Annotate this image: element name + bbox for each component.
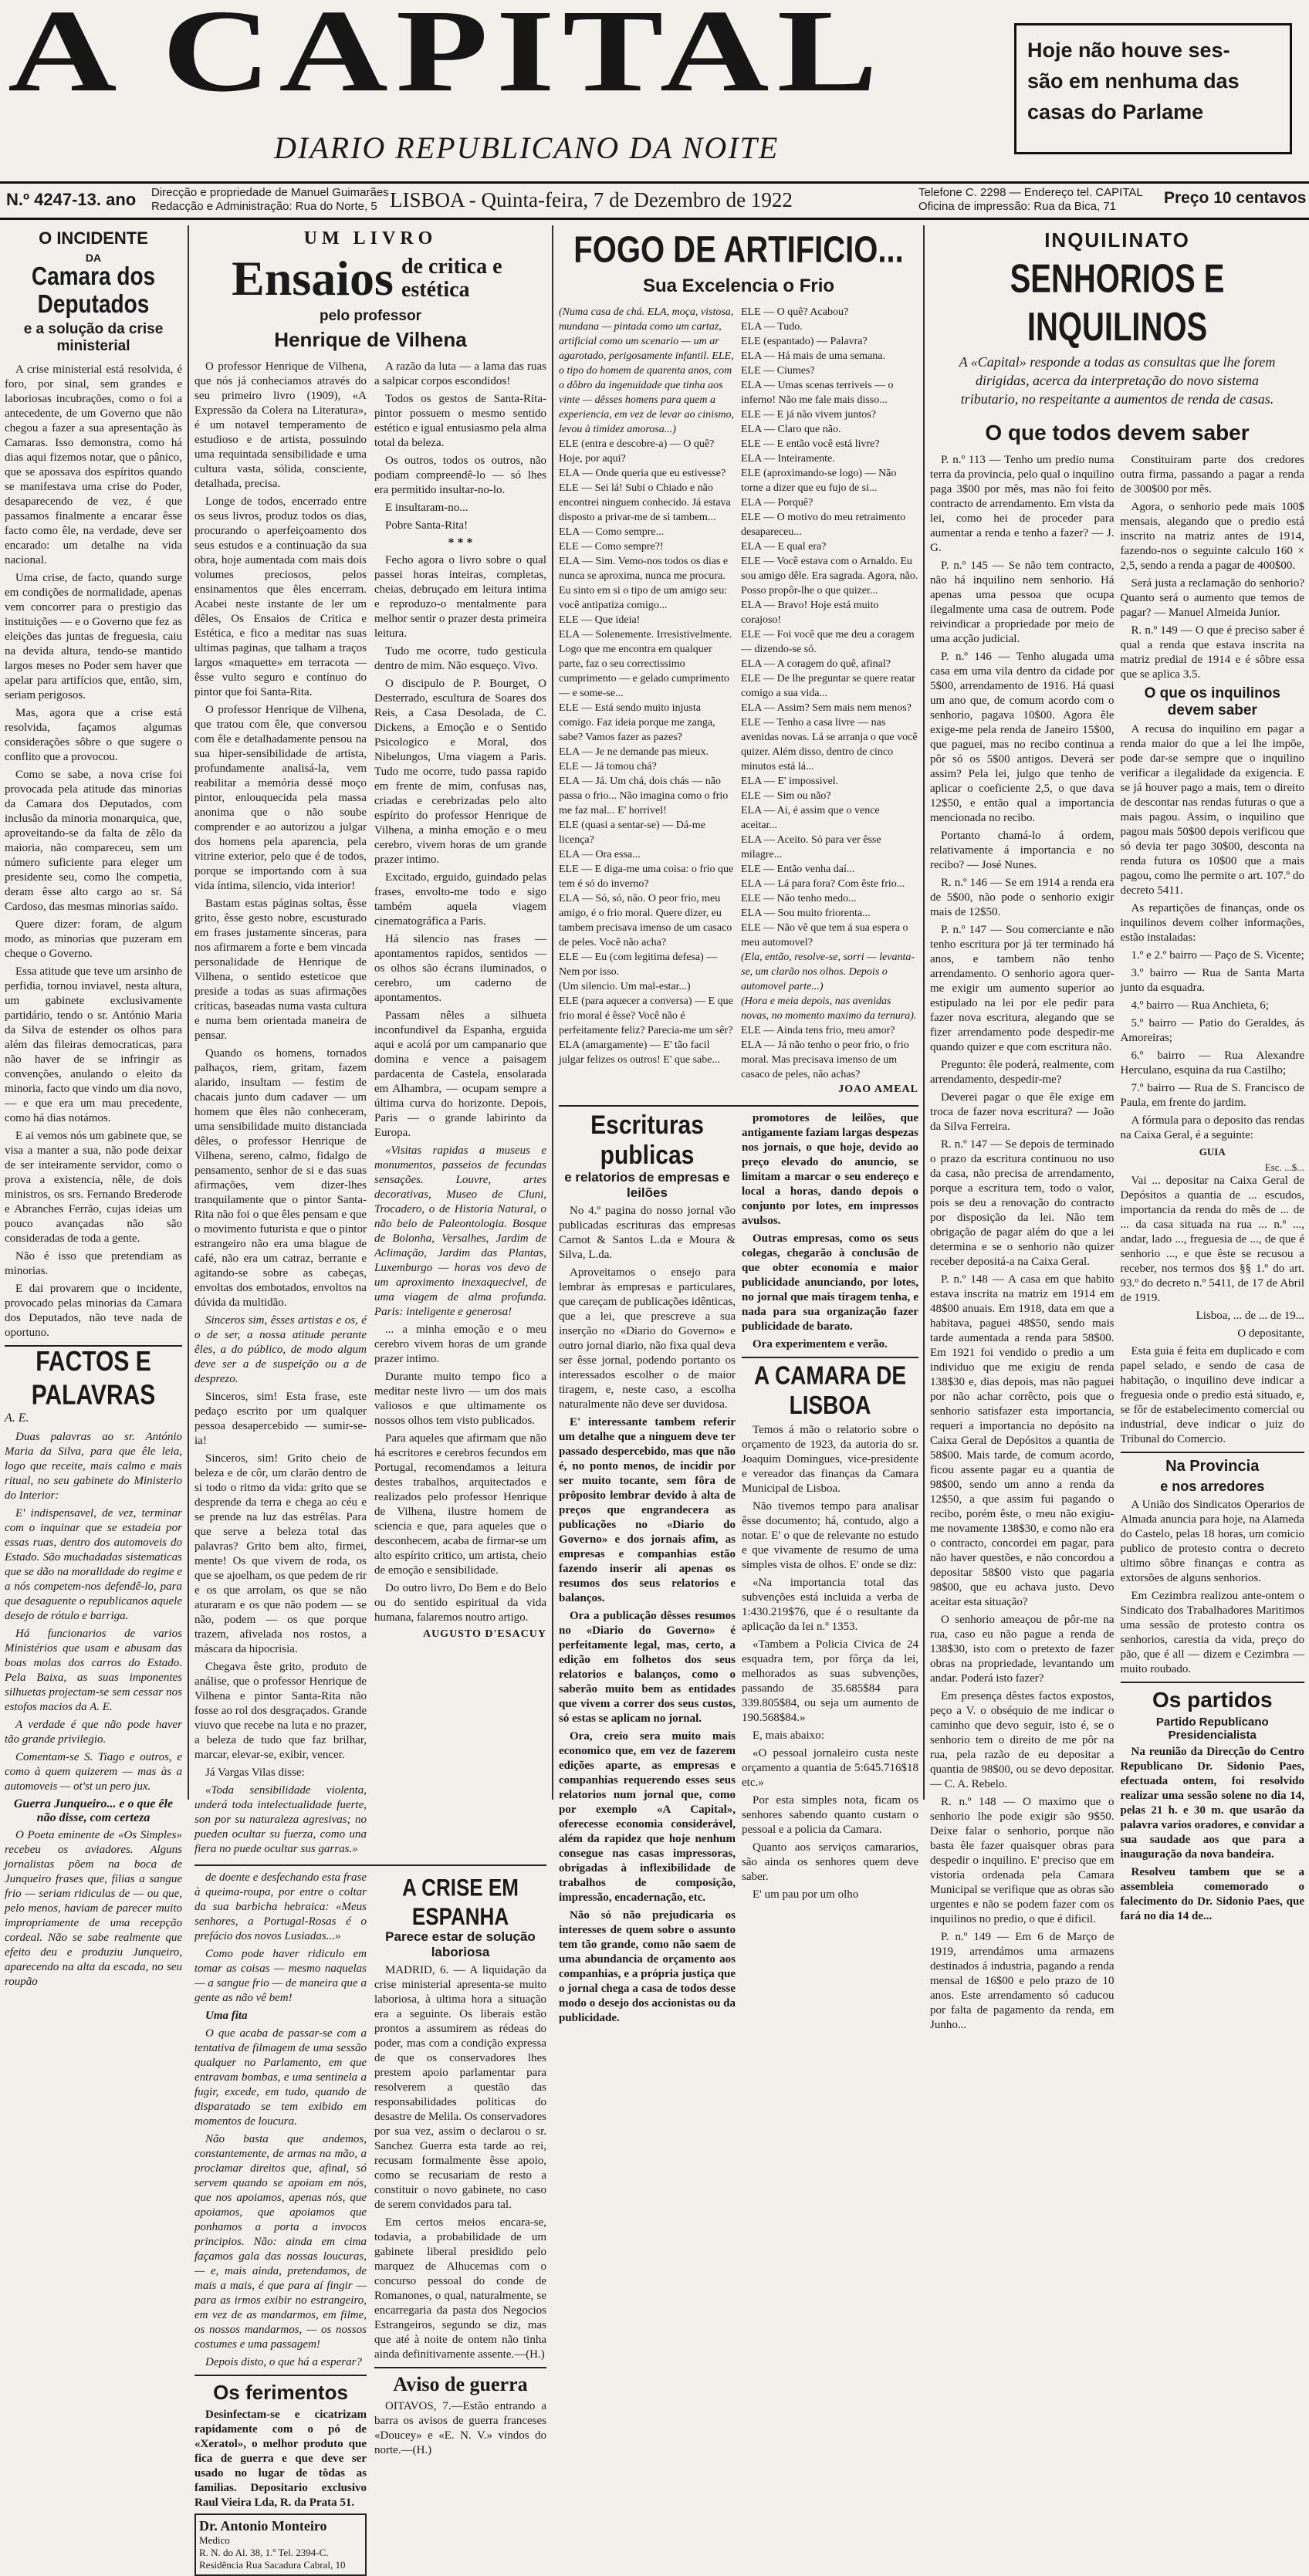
paragraph: Desinfectam-se e cicatrizam rapidamente com o pó de «Xeratol», o melhor produto que fica de guerra e que deve ser usado no lugar de tôdas as familias. Depositario exclusivo Raul Vieira Lda, R. da Prata 51. bbox=[194, 2409, 367, 2509]
dialogue-line: ELA — E qual era? bbox=[741, 541, 827, 553]
paragraph: P. n.º 147 — Sou comerciante e não tenho escritura por já ter terminado há anos, e tambem não tenho arrendamento. O senhorio agora quer-me exigir um aumento superior ao estipulado na lei por ele pedir para fazer nova escritura, alegando que se fizer arrendamento pode despedir-me quando quizer e que com escritura não. bbox=[930, 924, 1115, 1053]
dialogue-line: ELE — O quê? Acabou? bbox=[741, 306, 849, 318]
paragraph: ... a minha emoção e o meu cerebro vivem horas de um grande prazer intimo. bbox=[374, 1323, 546, 1365]
paragraph: Portanto chamá-lo á ordem, relativamente á importancia e no recibo? — José Nunes. bbox=[930, 830, 1115, 871]
dialogue-line: ELE — Sei lá! Subi o Chiado e não encontrei ninguem conhecido. Já estava disposto a privar-me de si tambem... bbox=[559, 482, 731, 523]
paragraph: No 4.º pagina do nosso jornal vão publicadas escrituras das empresas Carnot & Santos L.da e Moura & Silva, L.da. bbox=[559, 1205, 736, 1261]
qa-left bbox=[930, 453, 1115, 2036]
paragraph: P. n.º 145 — Se não tem contracto, não há inquilino nem senhorio. Há apenas uma pessoa que ocupa ilegalmente uma casa de outrem. Pode reivindicar a propriedade por meio de uma acção judicial. bbox=[930, 559, 1115, 645]
paragraph: Como pode haver ridiculo em tomar as coisas — mesmo naquelas — a sangue frio — de maneira que a gente as não vê bem! bbox=[194, 1948, 367, 2004]
paragraph: Não tivemos tempo para analisar êsse documento; há, contudo, algo a notar. E' o que de relevante no estudo e que vivamente de resumo de uma simples vista de olhos. E' onde se diz: bbox=[742, 1500, 918, 1571]
dialogue-line: ELE — Eu (com legitima defesa) — Nem por isso. bbox=[559, 952, 718, 978]
paragraph: Já Vargas Vilas disse: bbox=[205, 1766, 305, 1779]
paragraph: A recusa do inquilino em pagar a renda maior do que a lei lhe impõe, pode dar-se sempre que o inquilino verificar a ilegalidade da exigencia. E se já houver pago a mais, tem o direito de descontar nas rendas futuras o que a mais pagou. Assim, o inquilino que pagou mais 50$00 depois verificou que só devia ter pago 30$00, desconta na renda futura os 10$00 que a mais pagou, como lhe permite o art. 107.º do decreto 5411. bbox=[1120, 723, 1304, 897]
paragraph: R. n.º 147 — Se depois de terminado o prazo da escritura continuou no uso da casa, não precisa de arrendamento, porque a escritura tem, todo o valor, pois se deu a renovação do contracto por disposição da lei. Não tem obrigação de pagar além do que a lei determina e se o senhorio não quizer receber depositá-a na Caixa Geral. bbox=[930, 1138, 1115, 1268]
dialogue-line: ELA — Claro que não. bbox=[741, 424, 841, 435]
subheading: O que os inquilinos devem saber bbox=[1144, 685, 1280, 718]
paragraph: Na reunião da Direcção do Centro Republicano Dr. Sidonio Paes, efectuada ontem, foi resolvido realizar uma sessão solene no dia 14, pelas 21 h. e 30 m. que usarão da palavra varios oradores, e convidar a sua saudade aos que para a inauguração da nova bandeira. bbox=[1120, 1746, 1304, 1861]
dialogue-line: ELE — Sim ou não? bbox=[741, 790, 831, 802]
paragraph: Fecho agora o livro sobre o qual passei horas inteiras, completas, cheias, debruçado em leitura intima e reproduzo-o mentalmente para melhor sentir o prazer desta primeira leitura. bbox=[374, 554, 546, 640]
paragraph: Quanto aos serviços camararios, são ainda os senhores quem deve saber. bbox=[742, 1841, 918, 1883]
paragraph: Ora a publicação dêsses resumos no «Diario do Governo» é perfeitamente legal, mas, certo, a edição em folhetos dos seus relatorios e balanços, como o saberão muito bem as entidades que vivem a correr dos seus custos, só estas se aplicam no jornal. bbox=[559, 1610, 736, 1725]
paragraph: Em Cezimbra realizou ante-ontem o Sindicato dos Trabalhadores Maritimos uma sessão de protesto contra os senhorios, carestia da vida, preço do pão, que é all — dizem e Cezimbra — muito roubado. bbox=[1120, 1590, 1304, 1675]
paragraph: Ora experimentem e verão. bbox=[753, 1338, 888, 1351]
paragraph: Comentam-se S. Tiago e outros, e como à quem quizerem — mas às a automoveis — ot'st un pero jux. bbox=[5, 1751, 182, 1793]
article-column bbox=[374, 360, 546, 1860]
dialogue-line: ELE — Já tomou chá? bbox=[559, 761, 657, 772]
section-divider bbox=[742, 1357, 918, 1358]
dialogue-line: ELA — Sim. Vemo-nos todos os dias e nunca se aproxima, nunca me procura. Eu sinto em si o tipo de um amigo seu: você antipatiza comigo... bbox=[559, 556, 729, 611]
dialogue-line: ELE — Tenho a casa livre — nas avenidas novas. Lá se arranja o que você quizer. Além disso, dentro de cinco minutos está lá... bbox=[741, 717, 918, 772]
dialogue-line: ELE — E então você está livre? bbox=[741, 438, 880, 450]
paragraph: Durante muito tempo fico a meditar neste livro — um dos mais valiosos e que ultimamente os nossos olhos tem visto publicados. bbox=[374, 1371, 546, 1427]
dialogue-line: ELA (amargamente) — E' tão facil julgar felizes os outros! E' que sabe... bbox=[559, 1040, 720, 1066]
direction-line-1: Direcção e propriedade de Manuel Guimarães bbox=[151, 186, 389, 199]
dialogue-line: ELA — Bravo! Hoje está muito corajoso! bbox=[741, 600, 879, 626]
paragraph: MADRID, 6. — A liquidação da crise ministerial apresenta-se muito laboriosa, à ultima hora a situação era a seguinte. Os liberais estão prontos a assumirem as rédeas do poder, mas com a condição expressa de que os conservadores lhes prestem apoio parlamentar para resolverem a questão das responsabilidades politicas do desastre de Melila. Os conservadores por sua vez, assim o declarou o sr. Sanchez Guerra esta tarde ao rei, recusam formalmente êsse apoio, como se recusariam de resto a constituir o novo gabinete, no caso de serem convidados para tal. bbox=[374, 1964, 546, 2211]
paragraph: Outras empresas, como os seus colegas, chegarão à conclusão de que obter economia e maior publicidade anunciando, por lotes, no jornal que mais tiragem tenha, e nada para sua organização fazer publicidade de barato. bbox=[742, 1232, 918, 1333]
dialogue-line: ELA — Já não tenho o peor frio, o frio moral. Mas precisava imenso de um casaco de peles, não achas? bbox=[741, 1040, 909, 1080]
paragraph: Depois disto, o que há a esperar? bbox=[205, 2356, 362, 2368]
paragraph: Sinceros, sim! Esta frase, este pedaço escrito por um qualquer pessoa desapercebido — sumir-se-ia! bbox=[194, 1391, 367, 1447]
dialogue-line: ELE — Então venha daí... bbox=[741, 864, 855, 875]
paragraph: O professor Henrique de Vilhena, que tratou com êle, que conversou com êle e detalhadamente pensou na sua hiper-sensibilidade de artista, profundamente analisá-la, vem reabilitar a memória dessé moço pintor, enlouquecida pela massa anonima que o não soube comprender e ao autorizou a julgar dos homens pela aparencia, pela vitrine exterior, pelo que é de todos, porque se importando com à sua vida íntima, silencio, vida interior! bbox=[194, 704, 367, 892]
issue-number: N.º 4247-13. ano bbox=[6, 190, 137, 209]
dialogue-line: ELA — E' impossivel. bbox=[741, 776, 839, 787]
paragraph: Todos os gestos de Santa-Rita-pintor possuem o mesmo sentido estético e igual entusiasmo pela alma total da beleza. bbox=[374, 393, 546, 449]
parliament-notice-box bbox=[1014, 23, 1292, 154]
byline-intro: pelo professor bbox=[320, 308, 421, 324]
paragraph: Passam nêles a silhueta inconfundivel da Espanha, erguida aqui e acolá por um campanario que domina e vence a paisagem pardacenta de Castela, ensolarada em Alhambra, — ocupam sempre a última curva do horizonte. Depois, Paris — o grande labirinto da Europa. bbox=[374, 1009, 546, 1139]
section-divider bbox=[374, 2367, 546, 2368]
headline-side: de critica e estética bbox=[401, 255, 502, 302]
dialogue-right bbox=[741, 305, 918, 1100]
paragraph: O Poeta eminente de «Os Simples» recebeu os aviadores. Alguns jornalistas põem na boca de Junqueiro frases que, filias a sangue frio — seriam ridiculas de — ou que, pelo menos, haviam de parecer muito impropriamente de uma recepção cordeal. Não se sabe realmente que efeito deu e produziu Junqueiro, aparecendo na alta da escada, no seu roupão bbox=[5, 1829, 182, 1988]
section-headline: A CAMARA DE LISBOA bbox=[753, 1361, 907, 1420]
form-signature: O depositante, bbox=[1237, 1327, 1304, 1340]
dialogue-line: ELE (para aquecer a conversa) — E que frio moral é êsse? Você não é perfeitamente feliz? Parecia-me um sêr? bbox=[559, 996, 733, 1036]
paragraph: Ora, creio sera muito mais economico que, em vez de fazerem edições aparte, as empresas e companhias requerendo esses seus relatorios num jornal que, como por exemplo «A Capital», oferecesse economia considerável, além da rapidez que hoje nenhum consegue nas casas impressoras, obrigadas à inflexibilidade de trabalhos de composição, impressão, encadernação, etc. bbox=[559, 1730, 736, 1904]
headline-block bbox=[194, 251, 546, 306]
paragraph: Não é isso que pretendiam as minorias. bbox=[5, 1250, 182, 1277]
section-headline: Na Provincia bbox=[1165, 1458, 1260, 1475]
dialogue-line: ELE — Que ideia! bbox=[559, 614, 641, 626]
advert-name: Dr. Antonio Monteiro bbox=[199, 2518, 327, 2534]
paragraph: Esta guia é feita em duplicado e com papel selado, e sendo de casa de habitação, o inquilino deve indicar a freguesia onde o predio está situado, e, se fôr de estabelecimento comercial ou industrial, deve indicar o juiz do Tribunal do Comercio. bbox=[1120, 1345, 1304, 1445]
section-headline: Escrituras publicas bbox=[590, 1110, 704, 1170]
section-divider bbox=[559, 1105, 918, 1107]
section-headline: Os partidos bbox=[1152, 1688, 1273, 1712]
paragraph: Sinceros sim, êsses artistas e os, é o de ser, a nossa atitude perante êles, a do público, de modo algum deve ser a de suspeição ou a de desprezo. bbox=[194, 1314, 367, 1385]
dialogue-line: ELE — Não tenho medo... bbox=[741, 893, 857, 904]
dialogue-left bbox=[559, 305, 736, 1100]
deck: e a solução da crise ministerial bbox=[23, 321, 164, 354]
paragraph: Pregunto: êle poderá, realmente, com arrendamento, despedir-me? bbox=[930, 1059, 1115, 1086]
section-divider bbox=[194, 2375, 367, 2376]
info-bar bbox=[0, 181, 1309, 220]
form-amount: Esc. ...$... bbox=[1264, 1161, 1304, 1173]
stage-direction: (Numa casa de chá. ELA, moça, vistosa, mundana — pintada como um cartaz, artificial como um scenario — um ar agarotado, perigosamente infantil. ELE, o tipo do homem de quarenta anos, com o dôbro da ingenuidade que tinha aos vinte — dêsses homens para quem a experiencia, em vez de levar ao cinismo, levou à timidez amorosa...) bbox=[559, 306, 735, 435]
paragraph: A crise ministerial está resolvida, é foro, por sinal, sem grandes e laboriosas incubrações, como o foi a antecedente, de um Governo que não chegou a fazer a sua apresentação às Camaras. Isso demonstra, como há dias aqui fizemos notar, que o pânico, que se apossava dos espíritos quando se manifestava uma crise do Poder, desaparecendo de vez, é que passamos finalmente a encarar êsse facto como êle, na verdade, deve ser encarado: um detalhe na vida nacional. bbox=[5, 363, 182, 566]
headline: Ensaios bbox=[232, 251, 394, 306]
paragraph: Para aqueles que afirmam que não há escritores e cerebros fecundos em Portugal, recomendamos a leitura destes trabalhos, arquitectados e realizados pelo professor Henrique de Vilhena, ilustre homem de sciencia e que, para aqueles que o desconhecem, acaba de firmar-se um alto espírito critico, um artista, cheio de emoção e sensibilidade. bbox=[374, 1432, 546, 1577]
direction-line-2: Redacção e Administração: Rua do Norte, 5 bbox=[151, 200, 377, 213]
paragraph: 3.º bairro — Rua de Santa Marta junto da esquadra. bbox=[1120, 967, 1304, 994]
paragraph: Excitado, erguido, guindado pelas frases, envolto-me todo e sigo também aquela viagem cinematográfica a Paris. bbox=[374, 871, 546, 928]
paragraph: Em certos meios encara-se, todavia, a probabilidade de um gabinete liberal presidido pelo marquez de Alhucemas com o concurso pessoal do conde de Romanones, o qual, naturalmente, se encarregaria da pasta dos Negocios Estrangeiros, segundo se diz, mas que até à noite de ontem não tinha ainda definitivamente assente.—(H.) bbox=[374, 2216, 546, 2361]
dialogue-line: ELA — Umas scenas terriveis — o inferno! Não me fale mais disso... bbox=[741, 380, 894, 406]
dialogue-line: ELA — A coragem do quê, afinal? bbox=[741, 658, 891, 670]
paragraph: Tudo me ocorre, tudo gesticula dentro de mim. Não esqueço. Vivo. bbox=[374, 645, 546, 672]
paragraph: A fórmula para o deposito das rendas na Caixa Geral, é a seguinte: bbox=[1120, 1114, 1304, 1141]
column-fogo-de-artificio bbox=[559, 225, 918, 2024]
subheadline: O que todos devem saber bbox=[985, 421, 1250, 445]
dialogue-line: ELA — Porquê? bbox=[741, 497, 813, 509]
lower-left bbox=[559, 1111, 736, 2029]
dateline: LISBOA - Quinta-feira, 7 de Dezembro de 1922 bbox=[390, 188, 793, 211]
paragraph: A União dos Sindicatos Operarios de Almada anuncia para hoje, na Alameda do Castelo, pelas 18 horas, um comicio publico de protesto contra o decreto ultimo sôbre finanças e contra as extorsões de alguns senhorios. bbox=[1120, 1499, 1304, 1584]
stage-direction: (Hora e meia depois, nas avenidas novas, no momento maximo da ternura). bbox=[741, 996, 917, 1022]
qa-right bbox=[1121, 453, 1305, 2036]
paragraph: O que acaba de passar-se com a tentativa de filmagem de uma sessão qualquer no Parlamento, em que entravam bombas, e uma sentinela a fugir, excede, em tudo, quando de disparatado se tem exibido em momentos de loucura. bbox=[194, 2027, 367, 2128]
stage-direction: (Ela, então, resolve-se, sorri — levanta-se, um clarão nos olhos. Depois o automovel parte...) bbox=[741, 952, 915, 992]
headline: SENHORIOS E INQUILINOS bbox=[1010, 257, 1225, 350]
dialogue-line: ELE — Está sendo muito injusta comigo. Faz ideia porque me zanga, sabe? Vamos fazer as pazes? bbox=[559, 702, 715, 743]
paragraph: «O pessoal jornaleiro custa neste orçamento a quantia de 5:645.716$18 etc.» bbox=[742, 1747, 918, 1789]
headline: Camara dos Deputados bbox=[31, 261, 156, 318]
column-rule bbox=[923, 225, 925, 1800]
dialogue-line: ELE (quasi a sentar-se) — Dá-me licença? bbox=[559, 820, 705, 846]
newspaper-subtitle: DIARIO REPUBLICANO DA NOITE bbox=[274, 130, 780, 165]
paragraph: Duas palavras ao sr. António Maria da Silva, para que êle leia, logo que receite, mais calmo e mais ritual, no seu gabinete do Ministerio do Interior: bbox=[5, 1431, 182, 1502]
dialogue-line: ELA — Tudo. bbox=[741, 321, 803, 333]
doctor-advert bbox=[194, 2513, 367, 2576]
headline: FOGO DE ARTIFICIO... bbox=[573, 229, 904, 271]
kicker: O INCIDENTE bbox=[39, 228, 148, 248]
price: Preço 10 centavos bbox=[1164, 189, 1307, 207]
paragraph: Em presença dêstes factos expostos, peço a V. o obséquio de me indicar o caminho que devo seguir, isto é, se o senhorio tem o direito de me pôr na rua, pela razão de eu depositar a quantia de 98$00, ou se devo depositar. — C. A. Rebelo. bbox=[930, 1690, 1115, 1790]
paragraph: OITAVOS, 7.—Estão entrando a barra os avisos de guerra franceses «Doucey» e «E. N. V.» vindos do norte.—(H.) bbox=[374, 2400, 546, 2456]
dialogue-line: ELA — Já. Um chá, dois chás — não passa o frio... Não imagina como o frio me faz mal... E' horrivel! bbox=[559, 776, 729, 816]
paragraph: Temos á mão o relatorio sobre o orçamento de 1923, da autoria do sr. Joaquim Domingues, vice-presidente e vereador das finanças da Camara Municipal de Lisboa. bbox=[742, 1424, 918, 1495]
paragraph: Essa atitude que teve um arsinho de perfidia, tornou inviavel, nesta altura, um gabinete exclusivamente partidário, tendo o sr. António Maria da Silva de estender os olhos para além das fileiras democraticas, para não haver de se infringir as convenções, anulando o eleito da minoria, facto que vindo um dia novo, — e que era um mau precedente, como há dias notámos. bbox=[5, 965, 182, 1124]
paragraph: Chegava êste grito, produto de análise, que o professor Henrique de Vilhena e pintor Santa-Rita não fosse ao rol dos desgraçados. Grande viuvo que recebe na luta e no prazer, a beleza de tudo que faz brilhar, marcar, elevar-se, exibir, vencer. bbox=[194, 1661, 367, 1761]
paragraph: Uma crise, de facto, quando surge em condições de normalidade, apenas vem concorrer para o prestigio das instituições — e o Governo que fez as eleições das juntas de freguesia, caiu na devida altura, tendo-se mantido largos meses no Poder sem haver que apelar para artifícios que, então, sim, seriam perigosos. bbox=[5, 572, 182, 701]
advert-address: R. N. do Al. 38, 1.º Tel. 2394-C. Residência Rua Sacadura Cabral, 10 bbox=[199, 2547, 346, 2571]
lower-section bbox=[559, 1111, 918, 2029]
form-date: Lisboa, ... de ... de 19... bbox=[1196, 1310, 1304, 1322]
dialogue-line: ELA — Ai, é assim que o vence aceitar... bbox=[741, 805, 880, 831]
section-divider bbox=[194, 1864, 546, 1866]
signature: JOAO AMEAL bbox=[838, 1083, 918, 1095]
paragraph: «Tambem a Policia Civica de 24 esquadra tem, por fôrça da lei, melhorados as suas subvenções, passando de 35.685$84 para 339.805$84, ou seja um aumento de 190.568$84.» bbox=[742, 1638, 918, 1724]
dialogue-line: ELA — Sou muito friorenta... bbox=[741, 908, 871, 919]
paragraph: Deverei pagar o que êle exige em troca de fazer nova escritura? — João da Silva Ferreira. bbox=[930, 1091, 1115, 1133]
column-book-review bbox=[194, 225, 546, 2571]
paragraph: E' interessante tambem referir um detalhe que a ninguem deve ter passado despercebido, mas que não é, no ponto menos, de incidir por ser muito tocante, sem fôra de prôposito lembrar devido à alta de preços que engrandecera as publicações no «Diario do Governo» e dos jornais afim, as empresas e companhias estão fazendo inserir ali apenas os resumos dos seus relatorios e balanços. bbox=[559, 1416, 736, 1604]
article-body bbox=[194, 360, 546, 1860]
section-headline: Aviso de guerra bbox=[393, 2373, 528, 2395]
dialogue-line: ELA — Há mais de uma semana. bbox=[741, 350, 886, 362]
dialogue-line: ELA — Como sempre... bbox=[559, 526, 665, 538]
dialogue-line: ELE — Você estava com o Arnaldo. Eu sou amigo dêle. Era sagrada. Agora, não. Posso propôr-lhe o que quizer... bbox=[741, 556, 918, 597]
dialogue-body bbox=[559, 305, 918, 1100]
dialogue-line: (Um silencio. Um mal-estar...) bbox=[559, 981, 691, 992]
paragraph: E' um pau por um olho bbox=[753, 1888, 859, 1901]
dialogue-line: ELE — Ciumes? bbox=[741, 365, 815, 377]
paragraph: A razão da luta — a lama das ruas a salpicar corpos escondidos! bbox=[374, 360, 546, 387]
paragraph: O discipulo de P. Bourget, O Desterrado, escultura de Soares dos Reis, a Casa Desolada, de C. Dickens, a Emoção e o Sentido Psicologico e Moral, dos Nibelungos, Uma viagem a Paris. Tudo me ocorre, tudo passa rapido em frente de mim, confusas nas, criadas e cerebrizadas pelo alto espírito do professor Henrique de Vilhena, a minha emoção e o meu cerebro, vivem horas de um grande prazer intimo. bbox=[374, 678, 546, 866]
paragraph: Quando os homens, tornados palhaços, riem, gritam, fazem alarido, insultam — festim de chacais junto dum cadaver — um homem que êles não conheceram, uma sensibilidade muito distanciada dêles, o professor Henrique de Vilhena, sereno, calmo, fidalgo de pensamento, senhor de si e das suas afirmações, vem dizer-lhes tranquilamente que o pintor Santa-Rita não foi o que êles pensam e que o movimento futurista e que o pintor estrangeiro não era uma blague de café, não era um catraz, berrante e agitando-se sobre as cabeças, envoltas dos embotados, envoltos na dúvida da multidão. bbox=[194, 1047, 367, 1309]
paragraph: Há silencio nas frases — apontamentos rapidos, sentidos — os olhos são écrans iluminados, o cerebro, um caderno de apontamentos. bbox=[374, 933, 546, 1004]
paragraph: E insultaram-no... bbox=[385, 502, 468, 514]
dialogue-line: ELE (espantado) — Palavra? bbox=[741, 336, 868, 347]
paragraph: promotores de leilões, que antigamente faziam largas despezas nos jornais, o que hoje, devido ao preço elevado do anuncio, se limitam a marcar o seu endereço e local a horas, dando depois o conjunto por lotes, em impressos avulsos. bbox=[742, 1112, 918, 1227]
paragraph: Sinceros, sim! Grito cheio de beleza e de côr, um clarão dentro de si todo o ritmo da vida: grito que se desprende da terra e chega ao céu e se prende na luz das estrêlas. Para que serve a beleza total das palavras? Grito bem alto, firmei, mente! Os que vivem de roda, os que se ajoelham, os que pedem de rir e os que arrolam, os que se não aturaram e os que não podem — se não, podem — os que porque trazem, afivelada nos rostos, a máscara da hipocrisia. bbox=[194, 1452, 367, 1655]
dialogue-line: ELA — Assim? Sem mais nem menos? bbox=[741, 702, 912, 714]
intro: A «Capital» responde a todas as consultas que lhe forem dirigidas, acerca da interpretação do novo sistema tributario, no respeitante a aumentos de renda de casas. bbox=[959, 354, 1276, 407]
paragraph: Agora, o senhorio pede mais 100$ mensais, alegando que o predio está inscrito na matriz antes de 1914, fazendo-nos o seguinte calculo 160 × 2,5, sendo a renda a pagar de 400$00. bbox=[1120, 501, 1304, 572]
paragraph: Do outro livro, Do Bem e do Belo ou do sentido espiritual da vida humana, falaremos noutro artigo. bbox=[374, 1582, 546, 1624]
form-title: GUIA bbox=[1199, 1146, 1226, 1158]
paragraph: «Toda sensibilidade violenta, underá toda intelectualidade fuerte, son por su naturaleza agresivas; no pueden ocultar su fuerza, como una fiera no puede ocultar sus garras.» bbox=[194, 1784, 367, 1855]
paragraph: O senhorio ameaçou de pôr-me na rua, caso eu não pague a renda de 138$30, isto com o pretexto de fazer obras na propriedade, levantando um andar. Poderá isto fazer? bbox=[930, 1614, 1115, 1685]
paragraph: Bastam estas páginas soltas, êsse grito, êsse gesto nobre, escusturado em frases justamente sinceras, para nos afirmarem a forte e bem vincada personalidade de Henrique de Vilhena, o sentido esteticoe que preside a todas as suas afirmações críticas, baseadas numa vasta cultura e numa bem orientada maneira de pensar. bbox=[194, 898, 367, 1042]
dialogue-line: ELE (aproximando-se logo) — Não torne a dizer que eu fujo de si... bbox=[741, 468, 897, 494]
dialogue-line: ELE — Não vê que tem á sua espera o meu automovel? bbox=[741, 922, 908, 948]
section-divider bbox=[1121, 1682, 1305, 1683]
paragraph: Como se sabe, a nova crise foi provocada pela atitude das minorias da Camara dos Deputados, com inclusão da minoria monarquica, que, aproveitando-se da falta de zêlo da maioria, não compareceu, sem um número suficiente para eleger um presidente seu, como lhe competia, deram êsse alto cargo ao sr. Sá Cardoso, das mesmas minorias saído. bbox=[5, 769, 182, 913]
paragraph: Será justa a reclamação do senhorio? Quanto será o aumento que temos de pagar? — Manuel Almeida Junior. bbox=[1120, 577, 1304, 619]
paragraph: Não basta que andemos, constantemente, de armas na mão, a proclamar direitos que, afinal, só servem quando se apoiam em nós, que nos apoiamos, apenas nós, que apoiamos, que apoiamos que ponhamos a porta a invocos principios. Não: ainda em cima façamos gala das nossas loucuras, — e, mais ainda, pretendamos, de mais a mais, é que para aí fingir — para as irmos exibir no estrangeiro, em vez de as mandarmos, em filme, os nossos mandarmos, — os nossos costumes e uma passagem! bbox=[194, 2133, 367, 2351]
dialogue-line: ELA — Je ne demande pas mieux. bbox=[559, 746, 709, 758]
kicker: INQUILINATO bbox=[1044, 228, 1190, 252]
paragraph: Resolveu tambem que se a assembleia comemorado o falecimento do Dr. Sidonio Paes, que fará no dia 14 de... bbox=[1120, 1866, 1304, 1922]
paragraph: O professor Henrique de Vilhena, que nós já conheciamos através do seu primeiro livro (1909), «A Expressão da Colera na Literatura», é um notavel temperamento de estudioso e de artista, possuindo uma requintada sensibilidade e uma cultura vasta, sólida, consciente, detalhada, precisa. bbox=[194, 360, 367, 490]
paragraph: 4.º bairro — Rua Anchieta, 6; bbox=[1131, 999, 1269, 1012]
section-divider bbox=[1121, 1452, 1305, 1453]
paragraph: E' indispensavel, de vez, terminar com o inquinar que se estadeia por essas ruas, dentro dos automoveis do Estado. São muchadadas sistematicas que se dão na moralidade do regime e a nós competem-nos defendê-lo, para que desaguente o republicanos aquele desejo de rótulo e barriga. bbox=[5, 1507, 182, 1622]
paragraph: 7.º bairro — Rua de S. Francisco de Paula, em frente do jardim. bbox=[1120, 1082, 1304, 1109]
advert-title: Medico bbox=[199, 2534, 230, 2546]
paragraph: R. n.º 149 — O que é preciso saber é qual a renda que estava inscrita na matriz predial de 1914 e é sôbre essa que se aplica 3.5. bbox=[1120, 624, 1304, 681]
column-inquilinato bbox=[930, 225, 1304, 2031]
dialogue-line: ELE — E já não vivem juntos? bbox=[741, 409, 876, 421]
paragraph: P. n.º 149 — Em 6 de Março de 1919, arrendámos uma armazens destinados á industria, pagando a renda mensal de 16$00 e pelo prazo de 10 anos. Este arrendamento só caducou por falta de pagamento da renda, em Junho... bbox=[930, 1931, 1115, 2031]
paragraph: E, mais abaixo: bbox=[753, 1729, 824, 1742]
paragraph: Mas, agora que a crise está resolvida, façamos algumas considerações sôbre o que sugere o conflito que a provocou. bbox=[5, 707, 182, 763]
qa-body bbox=[930, 453, 1304, 2036]
kicker: UM LIVRO bbox=[303, 228, 438, 248]
lower-left bbox=[194, 1871, 367, 2576]
paragraph: Longe de todos, encerrado entre os seus livros, produz todos os dias, procurando o aperfeiçoamento dos seus estudos e a continuação da sua obra, hoje aumentada com mais dois volumes preciosos, pelos ensinamentos que êles encerram. Acabei neste instante de ler um dêles, Os Ensaios de Critica e Estética, e fico a meditar nas suas ultimas paginas, que talham a traços largos «maquette» em terracota — êsse vulto seguro e contínuo do pintor que foi Santa-Rita. bbox=[194, 495, 367, 698]
paragraph: 1.º e 2.º bairro — Paço de S. Vicente; bbox=[1131, 949, 1304, 962]
dialogue-line: ELE — Como sempre?! bbox=[559, 541, 664, 553]
paragraph: Pobre Santa-Rita! bbox=[385, 519, 468, 532]
paragraph: Por esta simples nota, ficam os senhores sabendo quanto custam o pessoal e a policia da Camara. bbox=[742, 1794, 918, 1836]
subheadline: Sua Excelencia o Frio bbox=[642, 276, 835, 296]
notice-line: Hoje não houve ses- bbox=[1027, 39, 1230, 62]
printing-line: Oficina de impressão: Rua da Bica, 71 bbox=[918, 200, 1116, 213]
paragraph: Há funcionarios de varios Ministérios que usam e abusam das boas molas dos carros do Estado. Pela Baixa, as suas imponentes silhuetas projectam-se sem cessar nos estofos macios da A. E. bbox=[5, 1628, 182, 1713]
paragraph: Vai ... depositar na Caixa Geral de Depósitos a quantia de ... escudos, importancia da renda do mês de ... de ... da casa situada na rua ... n.º ..., andar, lado ..., freguesia de ..., de que é senhorio ..., e que êste se recusou a receber, nos termos dos §§ 1.º do art. 93.º do decreto n.º 5411, de 17 de Abril de 1919. bbox=[1120, 1175, 1304, 1304]
notice-line: são em nenhuma das bbox=[1027, 69, 1240, 93]
column-rule bbox=[552, 225, 553, 1800]
dialogue-line: ELA — Aceito. Só para ver êsse milagre... bbox=[741, 834, 881, 860]
paragraph: de doente e desfechando esta frase à queima-roupa, por entre o coltar da sua barbicha hebraica: «Meus senhores, a Portugal-Rosas é o prefácio dos novos Lusiadas...» bbox=[194, 1871, 367, 1942]
lower-right bbox=[742, 1111, 918, 2029]
paragraph: 6.º bairro — Rua Alexandre Herculano, esquina da rua Castilho; bbox=[1120, 1050, 1304, 1077]
paragraph: «Visitas rapidas a museus e monumentos, passeios de fecundas sensações. Louvre, artes decorativas, Museo de Cluni, Trocadero, o de Historia Natural, o não belo de Paleontologia. Bosque de Bolonha, Versalhes, Jardim de Aclimação, Jardim das Plantas, Luxemburgo — horas vos devo de um aproximento inexaquecivel, de uma viagem de alma profunda. Paris: inteligente e generosa! bbox=[374, 1144, 546, 1318]
byline-name: Henrique de Vilhena bbox=[274, 328, 467, 351]
subheading: Uma fita bbox=[205, 2010, 248, 2022]
column-rule bbox=[188, 225, 189, 1800]
lower-section bbox=[194, 1871, 546, 2576]
paragraph: A verdade é que não pode haver tão grande privilegio. bbox=[5, 1719, 182, 1746]
paragraph: P. n.º 113 — Tenho um predio numa terra da provincia, pelo qual o inquilino paga 3$00 por mês, mas não foi feito contracto de arrendamento. Em vista da lei, como hei de proceder para aumentar a renda e tenho a fazer? — J. G. bbox=[930, 454, 1115, 554]
paragraph: R. n.º 148 — O maximo que o senhorio lhe pode exigir são 9$50. Deixe falar o senhorio, porque não basta êle fazer quaisquer obras para despedir o inquilino. E' preciso que em vistoria ordenada pela Camara Municipal se verifique que as obras são urgentes e não se podem fazer com os inquilinos no predio, o que é dificil. bbox=[930, 1796, 1115, 1925]
dialogue-line: ELA — Onde queria que eu estivesse? bbox=[559, 468, 726, 479]
paragraph: Não só não prejudicaria os interesses de quem sobre o assunto tem tão grande, como não saem de uma abundancia de orçamento aos companhias, e a própria justiça que o jornal chega a casa de todos desse modo o desejo dos accionistas ou da publicidade. bbox=[559, 1909, 736, 2024]
dialogue-line: ELE (entra e descobre-a) — O quê? Hoje, por aqui? bbox=[559, 438, 715, 465]
paragraph: As repartições de finanças, onde os inquilinos devem colher informações, estão instaladas: bbox=[1120, 902, 1304, 944]
masthead bbox=[0, 0, 1309, 185]
signature: AUGUSTO D'ESACUY bbox=[422, 1628, 546, 1640]
section-headline: FACTOS E PALAVRAS bbox=[31, 1347, 156, 1411]
kicker-small: DA bbox=[85, 252, 102, 264]
dialogue-line: ELA — Ora essa... bbox=[559, 849, 641, 860]
telephone-line: Telefone C. 2298 — Endereço tel. CAPITAL bbox=[918, 186, 1143, 199]
dialogue-line: ELE — O motivo do meu retraimento desapareceu... bbox=[741, 512, 906, 538]
dialogue-line: ELA — Lá para fora? Com êste frio... bbox=[741, 878, 905, 890]
section-headline: Os ferimentos bbox=[213, 2381, 348, 2404]
paragraph: E dai provarem que o incidente, provocado pelas minorias da Camara dos Deputados, não teve nada de oportuno. bbox=[5, 1283, 182, 1339]
paragraph: «Na importancia total das subvenções está incluida a verba de 1:430.219$76, que é o resultante da aplicação da lei n.º 1353. bbox=[742, 1577, 918, 1633]
dialogue-line: ELA — Só, só, não. O peor frio, meu amigo, é o frio moral. Quere dizer, eu tambem precisava imenso de um casaco de peles. Você não acha? bbox=[559, 893, 732, 948]
section-deck: e nos arredores bbox=[1160, 1479, 1265, 1494]
paragraph: P. n.º 146 — Tenho alugada uma casa em uma vila dentro da cidade por 5$00, arrendamento de 1916. Há quasi um ano que, de comum acordo com o senhorio, pagava 10$00. Agora êle exige-me pela renda de Janeiro 15$00, que paguei, mas no recibo continua a pôr só os 5$00 antigos. Deverá ser assim? Pela lei, julgo que tenho de aplicar o coeficiente 2,5, o que dava 12$50, e então qual a importancia mencionada no recibo. bbox=[930, 651, 1115, 824]
section-headline: A CRISE EM ESPANHA bbox=[402, 1873, 519, 1930]
dialogue-line: ELE — De lhe preguntar se quere reatar comigo a sua vida... bbox=[741, 673, 915, 699]
dialogue-line: ELA — Solenemente. Irresistivelmente. Logo que me encontra em qualquer parte, faz o seu correctissimo cumprimento — e gelado cumprimento — e some-se... bbox=[559, 629, 732, 699]
newspaper-title: A CAPITAL bbox=[8, 0, 886, 117]
section-deck: Parece estar de solução laboriosa bbox=[385, 1929, 536, 1959]
paragraph: Quere dizer: foram, de algum modo, as minorias que puzeram em cheque o Governo. bbox=[5, 918, 182, 960]
paragraph: Constituiram parte dos credores outra firma, passando a pagar a renda de 300$00 por mês. bbox=[1120, 454, 1304, 495]
section-signature: A. E. bbox=[5, 1411, 29, 1425]
section-deck: e relatorios de empresas e leilões bbox=[564, 1170, 730, 1200]
paragraph: 5.º bairro — Patio do Geraldes, ás Amoreiras; bbox=[1120, 1017, 1304, 1044]
paragraph: Os outros, todos os outros, não podiam compreendê-lo — só lhes era permitido insultar-no-lo. bbox=[374, 455, 546, 496]
separator-stars: * * * bbox=[448, 536, 473, 549]
section-deck: Partido Republicano Presidencialista bbox=[1155, 1716, 1269, 1742]
paragraph: E ai vemos nós um gabinete que, se visa a manter a sua, não pode deixar de ser inteiramente servidor, como o prova a existencia, nêle, de dois ministros, os srs. Fernando Brederode e Abranches Ferrão, cujas ideias um pouco avançadas não são consideradas de toda a gente. bbox=[5, 1130, 182, 1245]
dialogue-line: ELE — E diga-me uma coisa: o frio que tem é só do inverno? bbox=[559, 864, 734, 890]
column-incidente bbox=[5, 225, 182, 1988]
lower-right bbox=[374, 1871, 546, 2576]
paragraph: R. n.º 146 — Se em 1914 a renda era de 5$00, não pode o senhorio exigir mais de 12$50. bbox=[930, 877, 1115, 918]
dialogue-line: ELE — Foi você que me deu a coragem — dizendo-se só. bbox=[741, 629, 915, 655]
dialogue-line: ELA — Inteiramente. bbox=[741, 453, 835, 465]
dialogue-line: ELE — Ainda tens frio, meu amor? bbox=[741, 1025, 895, 1036]
article-column bbox=[194, 360, 367, 1860]
paragraph: Aproveitamos o ensejo para lembrar às empresas e particulares, que careçam de publicações idênticas, que a lei, que prescreve a sua inserção no «Diario do Governo» e outro jornal diario, não fixa qual deva ser êsse jornal, podendo portanto os interessados escolher o de maior tiragem, e, neste caso, a escolha naturalmente não deve ser duvidosa. bbox=[559, 1266, 736, 1411]
notice-line: casas do Parlame bbox=[1027, 100, 1204, 123]
subheading: Guerra Junqueiro... e o que êle não disse, com certeza bbox=[13, 1797, 174, 1824]
paragraph: P. n.º 148 — A casa em que habito estava inscrita na matriz em 1914 em 48$00 anuais. Em 1918, data em que a habitava, paguei 48$50, sendo mais tarde aumentada a renda para 58$00. Em 1921 foi vendido o predio a um individuo que me exigiu de renda 138$30 e, dias depois, mas não paguei por não achar corrêcto, pois que o senhorio satisfazer esta importancia, requeri a importancia no depósito na Caixa Geral de Depósitos a quantia de 58$00. Mais tarde, de comum acordo, ficou assente pagar eu a quantia de 98$00, sendo um anno a renda da 12$50, a que assim fui pagando o recibo, porém êste, o meu não exigiu-me novamente 138$30, e como não era o contracto, concordei em pagar, para não haver questões, e não concordou a depositar 58$00 visto que pagaria 98$00, que eu achava justo. Devo aceitar esta situação? bbox=[930, 1273, 1115, 1608]
